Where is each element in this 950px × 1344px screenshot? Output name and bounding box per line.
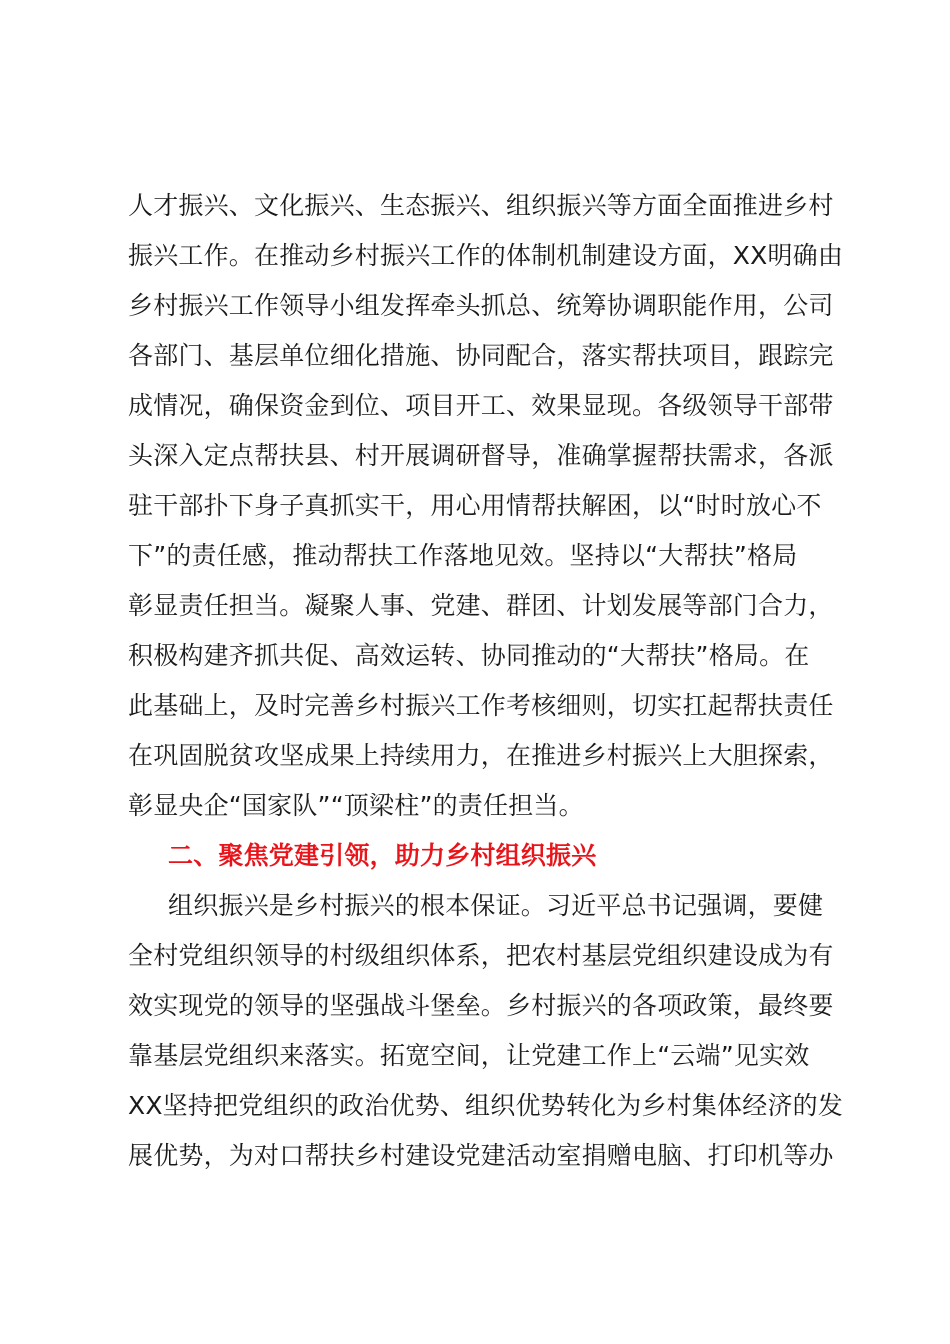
text-line: 驻干部扑下身子真抓实干，用心用情帮扶解困，以“时时放心不 [128,491,822,520]
text-line: 彰显责任担当。凝聚人事、党建、群团、计划发展等部门合力， [128,591,834,620]
text-line: 振兴工作。在推动乡村振兴工作的体制机制建设方面，XX明确由 [128,241,844,270]
section-heading-block [128,831,852,881]
text-line: 靠基层党组织来落实。拓宽空间，让党建工作上“云端”见实效 [128,1041,810,1070]
text-line: 头深入定点帮扶县、村开展调研督导，准确掌握帮扶需求，各派 [128,441,834,470]
text-line: 全村党组织领导的村级组织体系，把农村基层党组织建设成为有 [128,941,834,970]
text-line: 组织振兴是乡村振兴的根本保证。习近平总书记强调，要健 [168,891,824,920]
section-heading: 二、聚焦党建引领，助力乡村组织振兴 [168,841,597,870]
text-line: 效实现党的领导的坚强战斗堡垒。乡村振兴的各项政策，最终要 [128,991,834,1020]
paragraph-organization [128,881,852,1181]
text-line: 乡村振兴工作领导小组发挥牵头抓总、统筹协调职能作用，公司 [128,291,834,320]
text-line: 此基础上，及时完善乡村振兴工作考核细则，切实扛起帮扶责任 [128,691,834,720]
text-line: 彰显央企“国家队”“顶梁柱”的责任担当。 [128,791,584,820]
text-line: 各部门、基层单位细化措施、协同配合，落实帮扶项目，跟踪完 [128,341,834,370]
text-line: 展优势，为对口帮扶乡村建设党建活动室捐赠电脑、打印机等办 [128,1141,834,1170]
text-line: 积极构建齐抓共促、高效运转、协同推动的“大帮扶”格局。在 [128,641,810,670]
text-line: 下”的责任感，推动帮扶工作落地见效。坚持以“大帮扶”格局 [128,541,798,570]
paragraph-responsibility [128,181,852,831]
text-line: 成情况，确保资金到位、项目开工、效果显现。各级领导干部带 [128,391,834,420]
text-line: 人才振兴、文化振兴、生态振兴、组织振兴等方面全面推进乡村 [128,191,834,220]
text-line: XX坚持把党组织的政治优势、组织优势转化为乡村集体经济的发 [128,1091,844,1120]
text-line: 在巩固脱贫攻坚成果上持续用力，在推进乡村振兴上大胆探索， [128,741,834,770]
